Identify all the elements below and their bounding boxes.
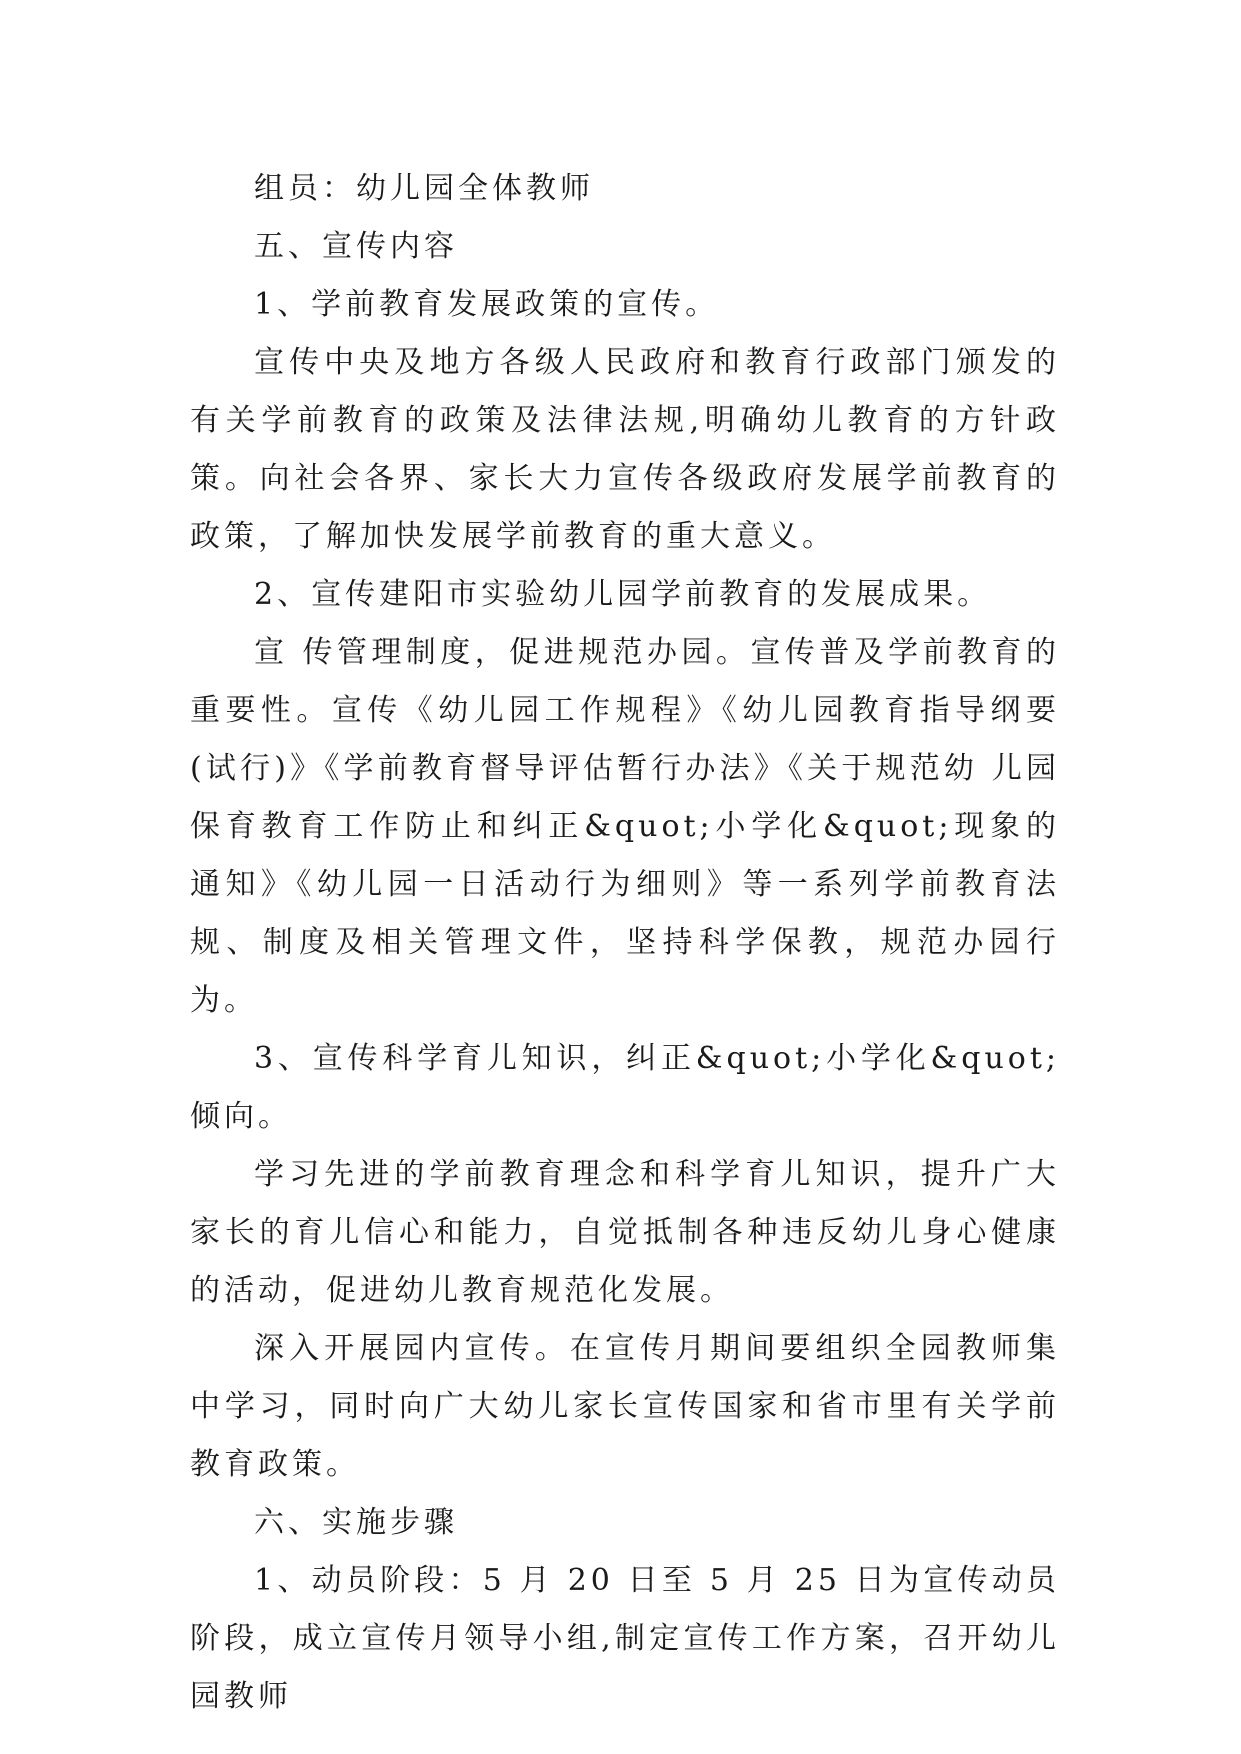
heading-implementation-steps: 六、实施步骤 [254, 1505, 458, 1540]
paragraph-members: 组员：幼儿园全体教师 [254, 171, 594, 206]
item-policy-publicity: 1、学前教育发展政策的宣传。 [254, 287, 720, 322]
document-body [190, 160, 1060, 1726]
item-achievements-publicity: 2、宣传建阳市实验幼儿园学前教育的发展成果。 [254, 577, 992, 612]
paragraph-policy-detail: 宣传中央及地方各级人民政府和教育行政部门颁发的有关学前教育的政策及法律法规,明确幼儿教育的方针政策。向社会各界、家长大力宣传各级政府发展学前教育的政策，了解加快发展学前教育的重大意义。 [190, 345, 1060, 554]
paragraph-mobilization-stage: 1、动员阶段：5 月 20 日至 5 月 25 日为宣传动员阶段，成立宣传月领导小组,制定宣传工作方案，召开幼儿园教师 [190, 1563, 1060, 1714]
paragraph-learning-concepts: 学习先进的学前教育理念和科学育儿知识，提升广大家长的育儿信心和能力，自觉抵制各种违反幼儿身心健康的活动，促进幼儿教育规范化发展。 [190, 1157, 1060, 1308]
paragraph-management-system: 宣 传管理制度，促进规范办园。宣传普及学前教育的重要性。宣传《幼儿园工作规程》《幼儿园教育指导纲要(试行)》《学前教育督导评估暂行办法》《关于规范幼 儿园保育教育工作防止和纠正&quot;小学化&quot;现象的通知》《幼儿园一日活动行为细则》等一系列学前教育法规、制度及相关管理文件，坚持科学保教，规范办园行为。 [190, 635, 1060, 1018]
heading-publicity-content: 五、宣传内容 [254, 229, 458, 264]
paragraph-in-kindergarten-publicity: 深入开展园内宣传。在宣传月期间要组织全园教师集中学习，同时向广大幼儿家长宣传国家和省市里有关学前教育政策。 [190, 1331, 1060, 1482]
item-scientific-parenting: 3、宣传科学育儿知识，纠正&quot;小学化&quot;倾向。 [190, 1041, 1060, 1134]
